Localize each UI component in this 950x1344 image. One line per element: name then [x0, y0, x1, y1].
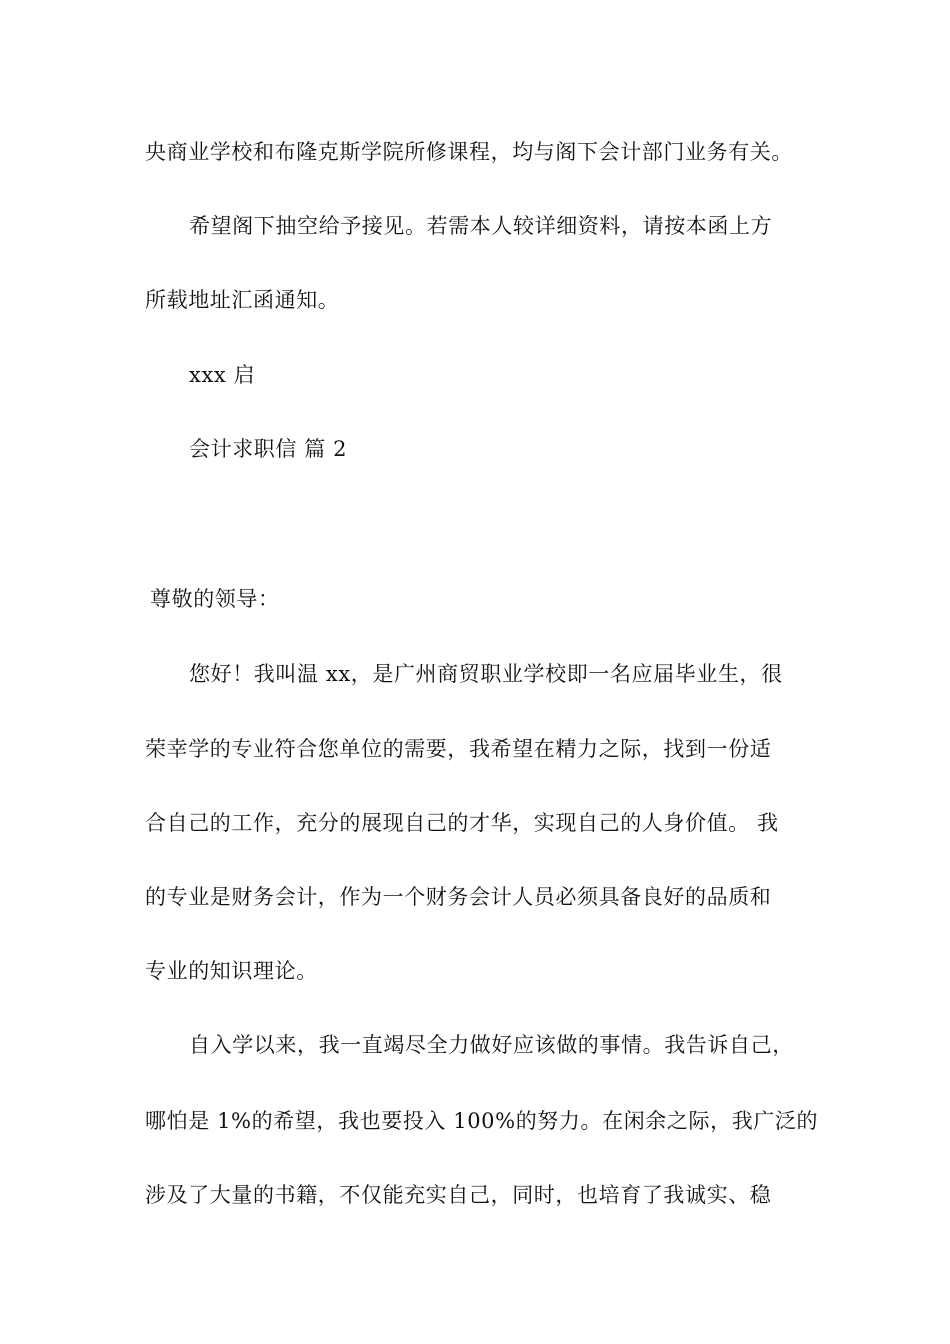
- text-line: 自入学以来，我一直竭尽全力做好应该做的事情。我告诉自己，: [189, 1033, 794, 1057]
- signature-line: xxx 启: [189, 363, 256, 387]
- text-line: 合自己的工作，充分的展现自己的才华，实现自己的人身价值。 我: [145, 811, 779, 835]
- text-line: 专业的知识理论。: [145, 959, 318, 983]
- salutation: 尊敬的领导：: [150, 587, 280, 611]
- text-line: 央商业学校和布隆克斯学院所修课程，均与阁下会计部门业务有关。: [145, 140, 793, 164]
- text-line: 涉及了大量的书籍，不仅能充实自己，同时，也培育了我诚实、稳: [145, 1183, 772, 1207]
- text-line: 荣幸学的专业符合您单位的需要，我希望在精力之际，找到一份适: [145, 737, 772, 761]
- text-line: 所载地址汇函通知。: [145, 288, 340, 312]
- text-line: 希望阁下抽空给予接见。若需本人较详细资料，请按本函上方: [189, 214, 773, 238]
- text-line: 您好！我叫温 xx，是广州商贸职业学校即一名应届毕业生，很: [189, 662, 783, 686]
- text-line: 哪怕是 1%的希望，我也要投入 100%的努力。在闲余之际，我广泛的: [145, 1109, 819, 1133]
- section-heading: 会计求职信 篇 2: [189, 437, 348, 461]
- text-line: 的专业是财务会计，作为一个财务会计人员必须具备良好的品质和: [145, 885, 772, 909]
